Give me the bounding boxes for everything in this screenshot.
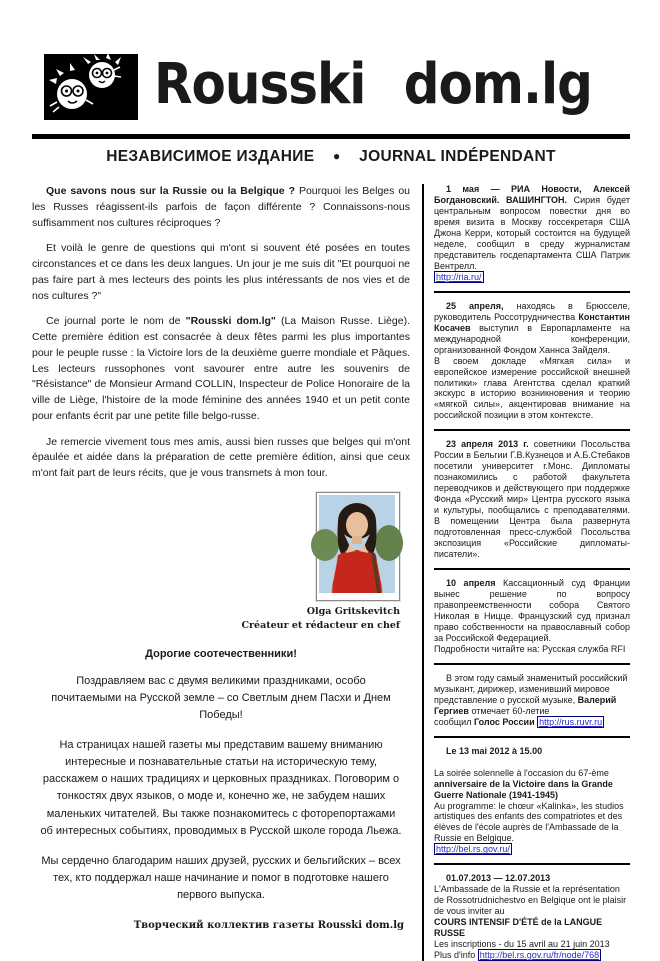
news-item (434, 873, 630, 961)
news-item (434, 184, 630, 283)
editor-photo (316, 492, 400, 601)
text-segment: Que savons nous sur la Russie ou la Belgique ? (46, 185, 296, 197)
text-segment: Голос России (473, 716, 535, 727)
text-segment: anniversaire de la Victoire dans la Grande Guerre Nationale (1941-1945) (434, 778, 613, 800)
item-separator (434, 568, 630, 570)
mascots-icon (44, 54, 138, 120)
editor-photo-figure (316, 492, 400, 601)
text-segment: Je remercie vivement tous mes amis, aussi bien russes que belges qui m'ont épaulée et aidée dans la préparation de cette première édition, ainsi que ceux m'ont fait part de leurs récits, que je vous transmets à mon tour. (32, 435, 410, 479)
item-separator (434, 291, 630, 293)
item-separator (434, 736, 630, 738)
text-segment: COURS INTENSIF D'ÉTÉ de la LANGUE RUSSE (434, 917, 603, 939)
news-item (434, 301, 630, 422)
text-segment: Константин Косачев (434, 311, 630, 333)
left-paragraphs (32, 184, 410, 482)
text-segment: Подробности читайте на: Русская служба RFI (434, 643, 626, 654)
masthead-title: Rousski dom.lg (154, 51, 592, 117)
item-separator (434, 663, 630, 665)
item-separator (434, 863, 630, 865)
address-paragraph: Поздравляем вас с двумя великими праздниками, особо почитаемыми на Русской земле – со Светлым днем Пасхи и Днем Победы! (51, 675, 391, 722)
text-segment: 23 апреля 2013 г. (446, 439, 529, 450)
text-segment: La soirée solennelle à l'occasion du 67-ème (434, 767, 609, 778)
news-item (434, 439, 630, 560)
text-segment: "Rousski dom.lg" (185, 315, 276, 328)
text-segment: отмечает 60-летие (468, 705, 550, 716)
news-link[interactable]: http://bel.rs.gov.ru/fr/node/768 (479, 950, 600, 961)
text-segment: Les inscriptions - du 15 avril au 21 juin 2013 (434, 939, 610, 950)
text-segment: Валерий Гергиев (434, 694, 617, 716)
text-segment: Et voilà le genre de questions qui m'ont si souvent été posées en toutes circonstances et ce dans les deux langues. Un jour je me suis dit "Et pourquoi ne pas faire part à mes lecteurs des points les plus intéressants de nos vies et de nos cultures ?" (32, 242, 410, 302)
text-segment: советники Посольства России в Бельгии Г.В.Кузнецов и А.Б.Стебаков посетили университет г.Монс. Дипломаты познакомились с работой факультета переводчиков и действующего при поддержке Фонда «Русский мир» Центра русского языка и культуры, пообщались с преподавателями. В помещении Центра была развернута подготовленная пресс-службой Посольства экспозиция «Российские дипломаты-писатели». (434, 439, 630, 560)
text-segment: Кассационный суд Франции вынес решение по вопросу правопреемственности собора Святого Николая в Ницце. Французский суд признал право собственности на православный собор за Российской Федерацией. (434, 578, 630, 643)
content-columns (32, 184, 630, 961)
text-segment: 01.07.2013 — 12.07.2013 (446, 873, 551, 884)
text-segment: 25 апреля, (446, 300, 504, 311)
masthead (32, 0, 630, 126)
text-segment: L'Ambassade de la Russie et la représentation de Rossotrudnichestvo en Belgique ont le plaisir de vous inviter au (434, 884, 627, 917)
text-segment: находясь в Брюсселе, руководитель Россотрудничества (434, 300, 630, 322)
text-segment: Plus d'info (434, 950, 478, 961)
paragraph (32, 184, 410, 231)
news-link[interactable]: http://rus.ruvr.ru (539, 716, 603, 727)
text-segment: В этом году самый знаменитый российский музыкант, дирижер, изменивший мировое представление о русской музыке, (434, 672, 628, 705)
address-paragraphs (32, 673, 410, 904)
news-column (424, 184, 630, 961)
tagline-fr: JOURNAL INDÉPENDANT (359, 148, 556, 165)
photo-caption (32, 605, 400, 634)
tagline (32, 139, 630, 174)
address-salutation: Дорогие соотечественники! (145, 648, 297, 661)
news-item (434, 578, 630, 655)
text-segment: 1 мая — РИА Новости, Алексей Богдановский. ВАШИНГТОН. (434, 184, 630, 205)
text-segment: В своем докладе «Мягкая сила» и европейское измерение российской внешней политики» глава Агентства сделал краткий экскурс в историю возникновения и теорию «мягкой силы», акцентировав внимание на российской позиции в этом контексте. (434, 355, 630, 421)
news-item (434, 746, 630, 856)
tagline-dot-icon: ● (333, 149, 341, 163)
text-segment: (La Maison Russe. Liège). Cette première édition est consacrée à deux fêtes parmi les plus importantes pour le peuple russe : la Victoire lors de la deuxième guerre mondiale et Pâques. Les lecteurs russophones vont savourer entre autre les souvenirs de "Résistance" de Monsieur Armand COLLIN, Inspecteur de Police Honoraire de la ville de Liège, l'histoire de la mode féminine des années 1940 et un petit conte pour enfants écrit par une petite fille belgo-russe. (32, 315, 410, 422)
text-segment: Pourquoi les Belges ou les Russes réagissent-ils parfois de façon différente ? Connaissons-nous suffisamment nos cultures réciproques ? (32, 185, 411, 229)
text-segment: Ce journal porte le nom de (46, 315, 186, 328)
news-link[interactable]: http://bel.rs.gov.ru/ (436, 844, 510, 855)
left-column (32, 184, 422, 961)
paragraph (32, 314, 410, 424)
text-segment: Au programme: le chœur «Kalinka», les studios artistiques des enfants des compatriotes et des élèves de l'école auprès de l'Ambassade de la Russie en Belgique. (434, 800, 624, 844)
photo-caption-name: Olga Gritskevitch (306, 605, 400, 617)
tagline-ru: НЕЗАВИСИМОЕ ИЗДАНИЕ (106, 148, 315, 165)
signature: Творческий коллектив газеты Rousski dom.lg (133, 919, 404, 931)
item-separator (434, 429, 630, 431)
text-segment: сообщил (434, 716, 474, 727)
photo-caption-role: Créateur et rédacteur en chef (241, 620, 400, 632)
text-segment: Le 13 mai 2012 à 15.00 (446, 745, 543, 756)
text-segment: 10 апреля (446, 578, 496, 589)
address-paragraph: Мы сердечно благодарим наших друзей, русских и бельгийских – всех тех, кто поддержал наше начинание и помог в подготовке нашего первого выпуска. (41, 854, 401, 901)
news-item (434, 673, 630, 728)
paragraph (32, 241, 410, 304)
paragraph (32, 435, 410, 482)
news-link[interactable]: http://ria.ru/ (436, 271, 482, 282)
text-segment: выступил в Европарламенте на международной конференции, организованной Фондом Ханнса Зайделя. (434, 322, 630, 355)
address-paragraph: На страницах нашей газеты мы представим вашему вниманию интересные и познавательные статьи на историческую тему, расскажем о наших традициях и церковных праздниках. Поговорим о тонкостях двух языков, о моде и, конечно же, не забудем наших маленьких читателей. Вы также познакомитесь с фоторепортажами об интересных событиях, проводимых в Русской школе города Льежа. (40, 739, 402, 837)
address-block (32, 648, 410, 931)
text-segment: Сирия будет центральным вопросом повестки дня во время визита в Москву госсекретаря США Джона Керри, который состоится на будущей неделе, сообщил в среду журналистам представитель госдепартамента США Патрик Вентрелл. (434, 194, 630, 271)
